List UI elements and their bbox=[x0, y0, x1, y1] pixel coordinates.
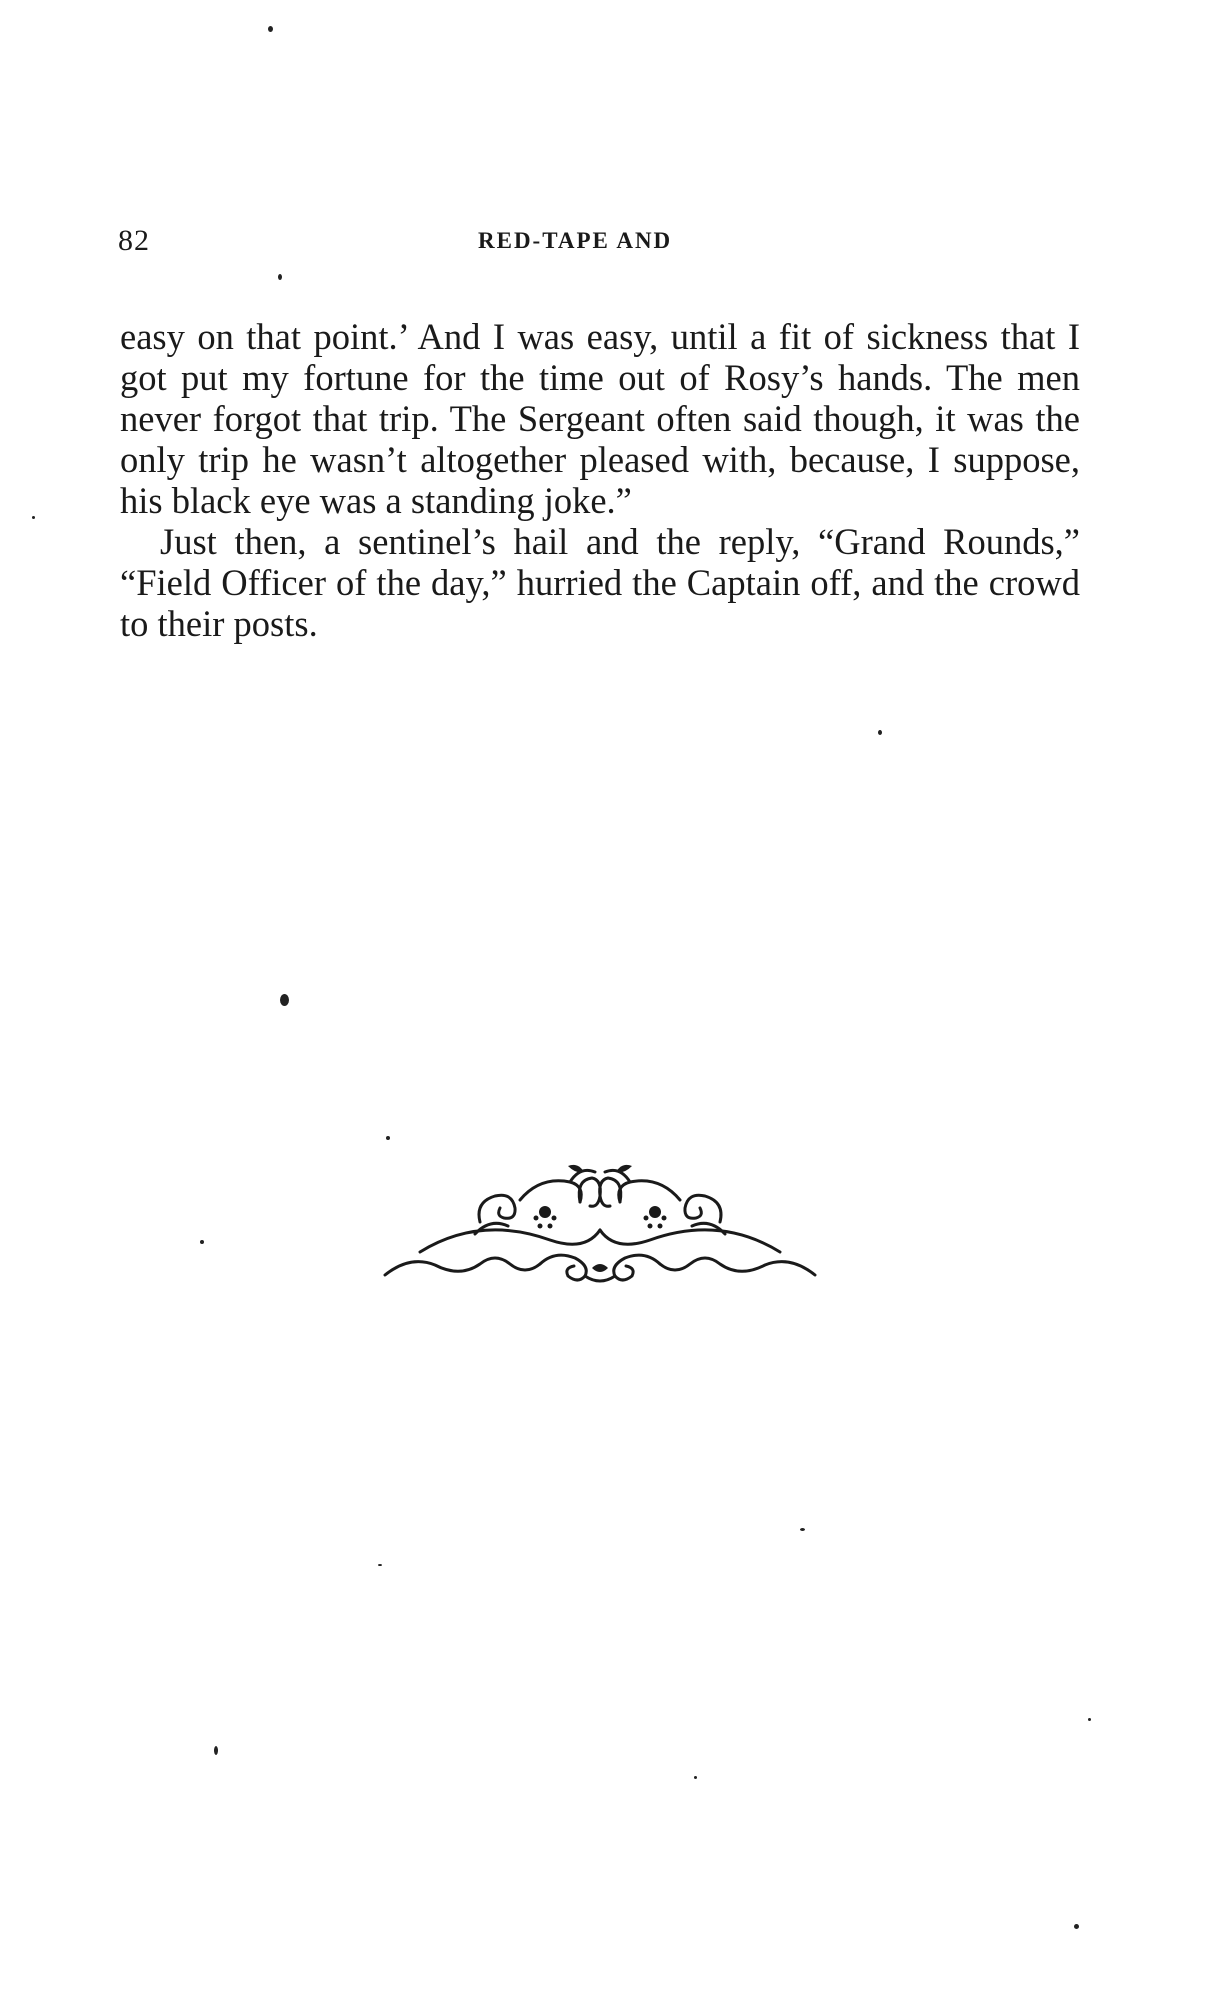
page-speck bbox=[1074, 1924, 1079, 1929]
page-speck bbox=[878, 730, 882, 735]
paragraph: easy on that point.’ And I was easy, until a fit of sickness that I got put my fortune for the time out of Rosy’s hands. The men never forgot that trip. The Sergeant often said though, it was the only trip he wasn’t altogether pleased with, because, I suppose, his black eye was a standing joke.” bbox=[120, 316, 1080, 521]
floral-scroll-ornament-icon bbox=[380, 1160, 820, 1290]
page-speck bbox=[1088, 1718, 1091, 1721]
page-header bbox=[118, 224, 1083, 264]
page-speck bbox=[200, 1240, 204, 1244]
page-number: 82 bbox=[118, 224, 150, 257]
running-head: RED-TAPE AND bbox=[478, 228, 673, 253]
page-speck bbox=[268, 26, 273, 32]
page-speck bbox=[214, 1746, 218, 1755]
page-speck bbox=[32, 516, 35, 519]
page-speck bbox=[278, 274, 282, 280]
page-speck bbox=[280, 994, 289, 1006]
body-text bbox=[120, 316, 1080, 644]
paragraph: Just then, a sentinel’s hail and the reply, “Grand Rounds,” “Field Officer of the day,” hurried the Captain off, and the crowd to their posts. bbox=[120, 521, 1080, 644]
page-speck bbox=[800, 1528, 805, 1531]
page-speck bbox=[694, 1776, 697, 1779]
page-speck bbox=[378, 1564, 382, 1566]
page-speck bbox=[386, 1136, 390, 1140]
